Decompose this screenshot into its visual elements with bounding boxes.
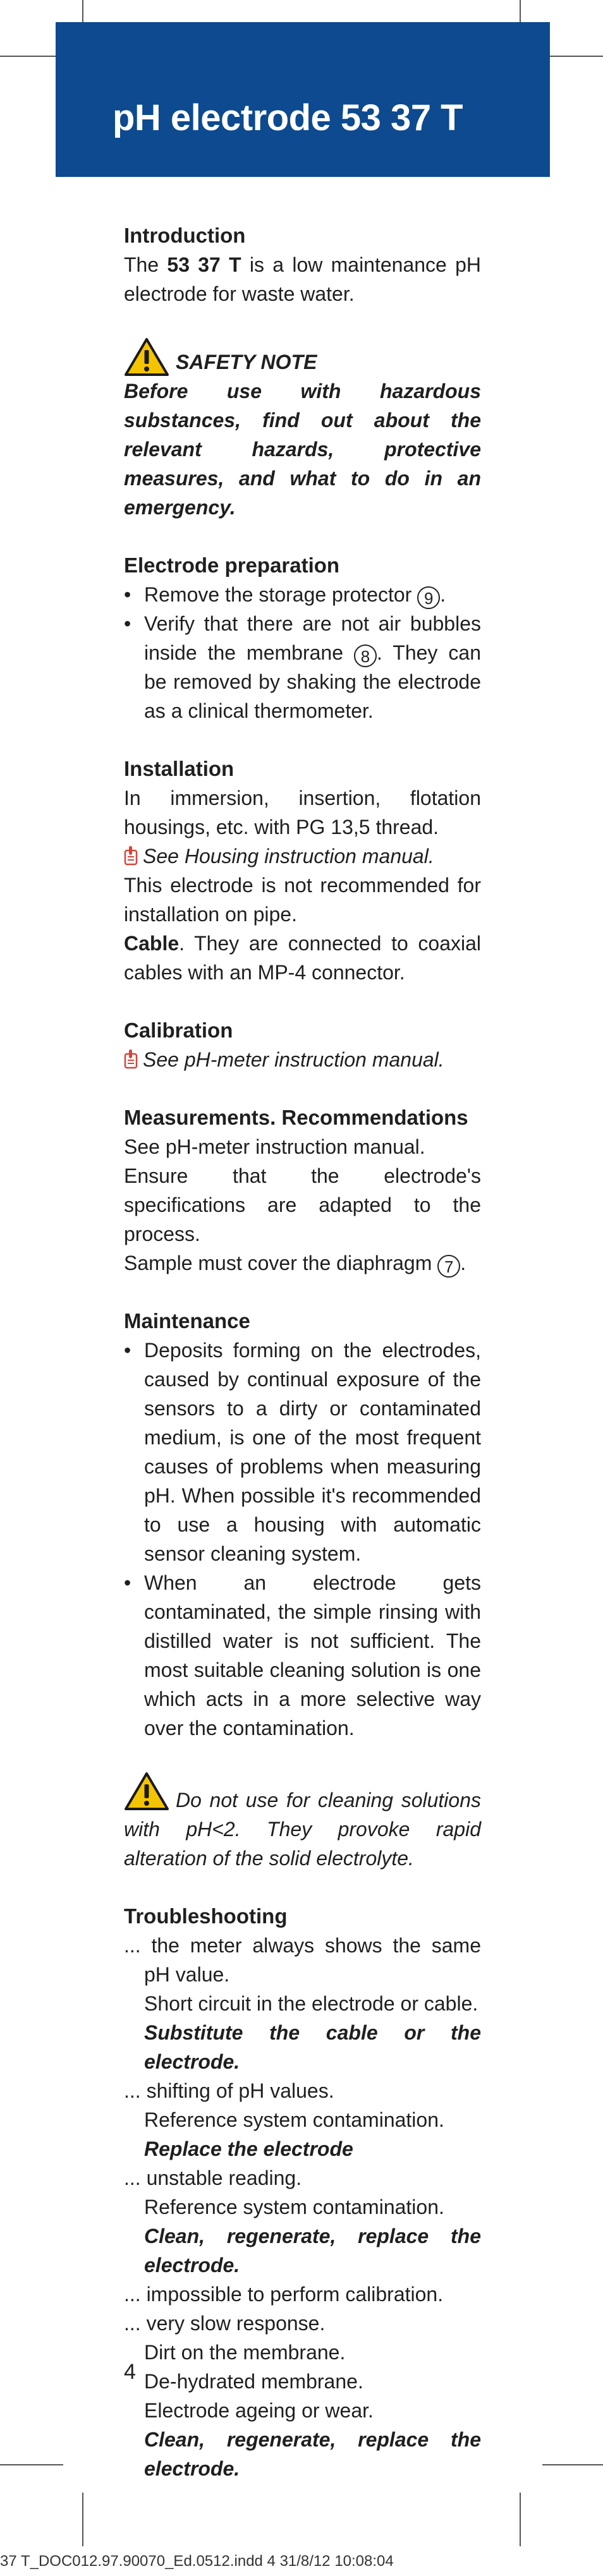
- preparation-heading: Electrode preparation: [124, 553, 340, 577]
- page-number: 4: [124, 2360, 136, 2384]
- calibration-heading: Calibration: [124, 1019, 233, 1042]
- troubleshooting-item: [124, 2280, 481, 2309]
- list-item: • Remove the storage protector 9 .: [124, 580, 481, 609]
- warning-triangle-icon: [124, 1772, 169, 1811]
- troubleshooting-cause: Short circuit in the electrode or cable.: [144, 1992, 478, 2015]
- troubleshooting-cause: Reference system contamination.: [144, 2108, 444, 2131]
- cable-note: Cable. They are connected to coaxial cables with an MP-4 connector.: [124, 932, 481, 984]
- introduction-heading: Introduction: [124, 224, 246, 247]
- installation-reference: See Housing instruction manual.: [124, 842, 481, 871]
- troubleshooting-symptom: ... very slow response.: [124, 2312, 326, 2335]
- model-number: 53 37 T: [167, 253, 241, 276]
- troubleshooting-action: Clean, regenerate, replace the electrode.: [144, 2225, 481, 2277]
- crop-mark: [0, 2464, 63, 2465]
- maintenance-list: [124, 1336, 481, 1743]
- troubleshooting-symptom: ... unstable reading.: [124, 2167, 302, 2189]
- crop-mark: [0, 56, 62, 57]
- troubleshooting-action: Substitute the cable or the electrode.: [144, 2021, 481, 2073]
- measurements-line: Ensure that the electrode's specifications are adapted to the process.: [124, 1164, 481, 1245]
- installation-pipe-note: This electrode is not recommended for installation on pipe.: [124, 874, 481, 926]
- measurements-line: See pH-meter instruction manual.: [124, 1135, 425, 1158]
- safety-note-title: SAFETY NOTE: [176, 351, 317, 373]
- reference-number: 7: [437, 1255, 460, 1278]
- measurements-heading: Measurements. Recommendations: [124, 1106, 468, 1129]
- print-slug: 37 T_DOC012.97.90070_Ed.0512.indd 4 31/8/12 10:08:04: [0, 2553, 394, 2570]
- installation-text: In immersion, insertion, flotation housings, etc. with PG 13,5 thread.: [124, 787, 481, 838]
- installation-section: [124, 754, 481, 987]
- calibration-section: [124, 1016, 481, 1074]
- safety-note: [124, 337, 481, 522]
- cable-label: Cable: [124, 932, 180, 955]
- troubleshooting-action: Clean, regenerate, replace the electrode.: [144, 2428, 481, 2480]
- measurements-line: Sample must cover the diaphragm 7 .: [124, 1252, 466, 1276]
- maintenance-warning: Do not use for cleaning solutions with pH<2. They provoke rapid alteration of the solid electrolyte.: [124, 1772, 481, 1873]
- troubleshooting-cause: De-hydrated membrane.: [144, 2370, 363, 2393]
- page-title: pH electrode 53 37 T: [113, 97, 463, 138]
- troubleshooting-item: [124, 1931, 481, 2076]
- troubleshooting-cause: Electrode ageing or wear.: [144, 2399, 374, 2422]
- troubleshooting-cause: Dirt on the membrane.: [144, 2341, 346, 2364]
- preparation-list: [124, 580, 481, 725]
- crop-mark: [520, 2493, 521, 2546]
- troubleshooting-heading: Troubleshooting: [124, 1904, 288, 1928]
- crop-mark: [82, 2493, 83, 2546]
- troubleshooting-item: [124, 2076, 481, 2163]
- safety-note-text: Before use with hazardous substances, find out about the relevant hazards, protective measures, and what to do in an emergency.: [124, 380, 481, 519]
- maintenance-heading: Maintenance: [124, 1309, 250, 1333]
- title-banner: [56, 22, 550, 177]
- calibration-reference: See pH-meter instruction manual.: [124, 1045, 481, 1074]
- troubleshooting-item: [124, 2163, 481, 2280]
- reference-number: 8: [354, 644, 377, 667]
- troubleshooting-section: [124, 1902, 481, 2483]
- troubleshooting-action: Replace the electrode: [144, 2138, 353, 2160]
- crop-mark: [542, 56, 603, 57]
- warning-triangle-icon: [124, 337, 169, 377]
- introduction-text: The 53 37 T is a low maintenance pH electrode for waste water.: [124, 253, 482, 305]
- troubleshooting-cause: Reference system contamination.: [144, 2196, 444, 2218]
- introduction-section: [124, 221, 481, 308]
- document-body: [124, 221, 481, 2512]
- list-item: • When an electrode gets contaminated, the simple rinsing with distilled water is not sufficient. The most suitable cleaning solution is one which acts in a more selective way over the contamination.: [124, 1568, 481, 1743]
- hand-note-icon: [124, 845, 139, 866]
- hand-note-icon: [124, 1049, 139, 1069]
- preparation-section: [124, 551, 481, 725]
- list-item: • Verify that there are not air bubbles inside the membrane 8 . They can be removed by shaking the electrode as a clinical thermometer.: [124, 609, 481, 725]
- troubleshooting-item: [124, 2309, 481, 2483]
- troubleshooting-symptom: ... the meter always shows the same pH value.: [124, 1934, 481, 1986]
- measurements-section: [124, 1103, 481, 1278]
- installation-heading: Installation: [124, 757, 234, 780]
- maintenance-section: [124, 1307, 481, 1873]
- troubleshooting-symptom: ... shifting of pH values.: [124, 2079, 334, 2102]
- troubleshooting-symptom: ... impossible to perform calibration.: [124, 2283, 444, 2306]
- list-item: • Deposits forming on the electrodes, caused by continual exposure of the sensors to a dirty or contaminated medium, is one of the most frequent causes of problems when measuring pH. When possible it's recommended to use a housing with automatic sensor cleaning system.: [124, 1336, 481, 1568]
- crop-mark: [542, 2464, 603, 2465]
- reference-number: 9: [417, 586, 440, 609]
